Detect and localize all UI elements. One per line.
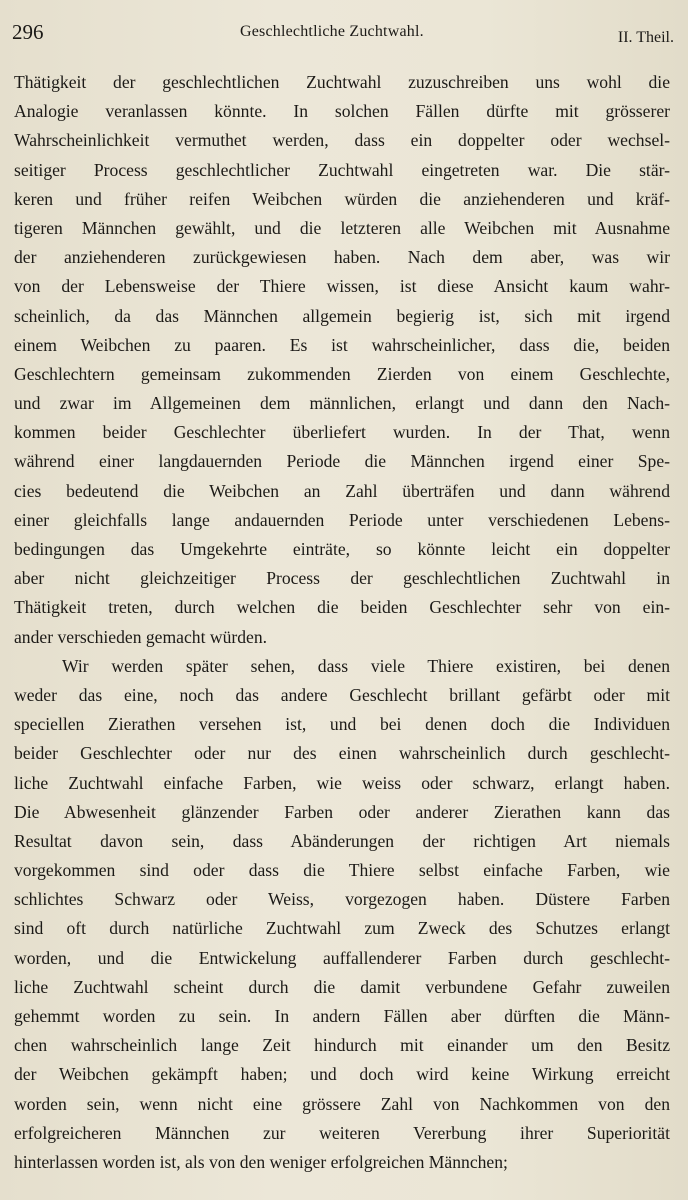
text-line: vorgekommen sind oder dass die Thiere selbst einfache Farben, wie xyxy=(14,860,670,881)
text-line: kommen beider Geschlechter überliefert wurden. In der That, wenn xyxy=(14,422,670,443)
text-line: speciellen Zierathen versehen ist, und bei denen doch die Individuen xyxy=(14,714,670,735)
text-line: von der Lebensweise der Thiere wissen, ist diese Ansicht kaum wahr- xyxy=(14,276,670,297)
text-line: weder das eine, noch das andere Geschlecht brillant gefärbt oder mit xyxy=(14,684,670,705)
text-line: worden sein, wenn nicht eine grössere Zahl von Nachkommen von den xyxy=(14,1093,670,1114)
paragraph xyxy=(14,68,670,652)
text-line: cies bedeutend die Weibchen an Zahl überträfen und dann während xyxy=(14,480,670,501)
text-line: seitiger Process geschlechtlicher Zuchtwahl eingetreten war. Die stär- xyxy=(14,159,670,180)
text-line: einer gleichfalls lange andauernden Periode unter verschiedenen Lebens- xyxy=(14,509,670,530)
text-line: während einer langdauernden Periode die Männchen irgend einer Spe- xyxy=(14,451,670,472)
text-line: schlichtes Schwarz oder Weiss, vorgezogen haben. Düstere Farben xyxy=(14,889,670,910)
text-line: der Weibchen gekämpft haben; und doch wird keine Wirkung erreicht xyxy=(14,1064,670,1085)
body-text xyxy=(14,68,670,1177)
text-line: einem Weibchen zu paaren. Es ist wahrscheinlicher, dass die, beiden xyxy=(14,334,670,355)
text-line: Thätigkeit der geschlechtlichen Zuchtwahl zuzuschreiben uns wohl die xyxy=(14,72,670,92)
text-line: Wahrscheinlichkeit vermuthet werden, dass ein doppelter oder wechsel- xyxy=(14,130,670,151)
text-line: ander verschieden gemacht würden. xyxy=(14,626,268,647)
page-header xyxy=(12,14,674,54)
text-line: und zwar im Allgemeinen dem männlichen, erlangt und dann den Nach- xyxy=(14,393,670,414)
text-line: Analogie veranlassen könnte. In solchen Fällen dürfte mit grösserer xyxy=(14,101,670,122)
text-line: Wir werden später sehen, dass viele Thiere existiren, bei denen xyxy=(62,655,670,676)
running-title: Geschlechtliche Zuchtwahl. xyxy=(240,23,424,40)
part-label: II. Theil. xyxy=(617,29,674,46)
text-line: liche Zuchtwahl einfache Farben, wie weiss oder schwarz, erlangt haben. xyxy=(14,772,670,793)
text-line: gehemmt worden zu sein. In andern Fällen aber dürften die Männ- xyxy=(14,1006,670,1026)
text-line: Resultat davon sein, dass Abänderungen der richtigen Art niemals xyxy=(14,830,670,851)
text-line: erfolgreicheren Männchen zur weiteren Vererbung ihrer Superiorität xyxy=(14,1122,670,1143)
text-line: hinterlassen worden ist, als von den weniger erfolgreichen Männchen; xyxy=(14,1151,508,1172)
text-line: chen wahrscheinlich lange Zeit hindurch mit einander um den Besitz xyxy=(14,1035,670,1056)
text-line: Geschlechtern gemeinsam zukommenden Zierden von einem Geschlechte, xyxy=(14,363,670,384)
text-line: aber nicht gleichzeitiger Process der geschlechtlichen Zuchtwahl in xyxy=(14,568,670,589)
text-line: worden, und die Entwickelung auffallenderer Farben durch geschlecht- xyxy=(14,947,670,968)
text-line: scheinlich, da das Männchen allgemein begierig ist, sich mit irgend xyxy=(14,305,670,326)
paragraph xyxy=(14,652,670,1177)
text-line: bedingungen das Umgekehrte einträte, so könnte leicht ein doppelter xyxy=(14,539,670,559)
text-line: Die Abwesenheit glänzender Farben oder anderer Zierathen kann das xyxy=(14,801,670,822)
text-line: Thätigkeit treten, durch welchen die beiden Geschlechter sehr von ein- xyxy=(14,597,670,618)
text-line: der anziehenderen zurückgewiesen haben. Nach dem aber, was wir xyxy=(14,247,670,268)
text-line: liche Zuchtwahl scheint durch die damit verbundene Gefahr zuweilen xyxy=(14,976,670,997)
text-line: keren und früher reifen Weibchen würden die anziehenderen und kräf- xyxy=(14,188,670,209)
page-number: 296 xyxy=(12,20,44,44)
text-line: sind oft durch natürliche Zuchtwahl zum Zweck des Schutzes erlangt xyxy=(14,918,670,939)
text-line: tigeren Männchen gewählt, und die letzteren alle Weibchen mit Ausnahme xyxy=(14,217,670,238)
text-line: beider Geschlechter oder nur des einen wahrscheinlich durch geschlecht- xyxy=(14,743,670,764)
